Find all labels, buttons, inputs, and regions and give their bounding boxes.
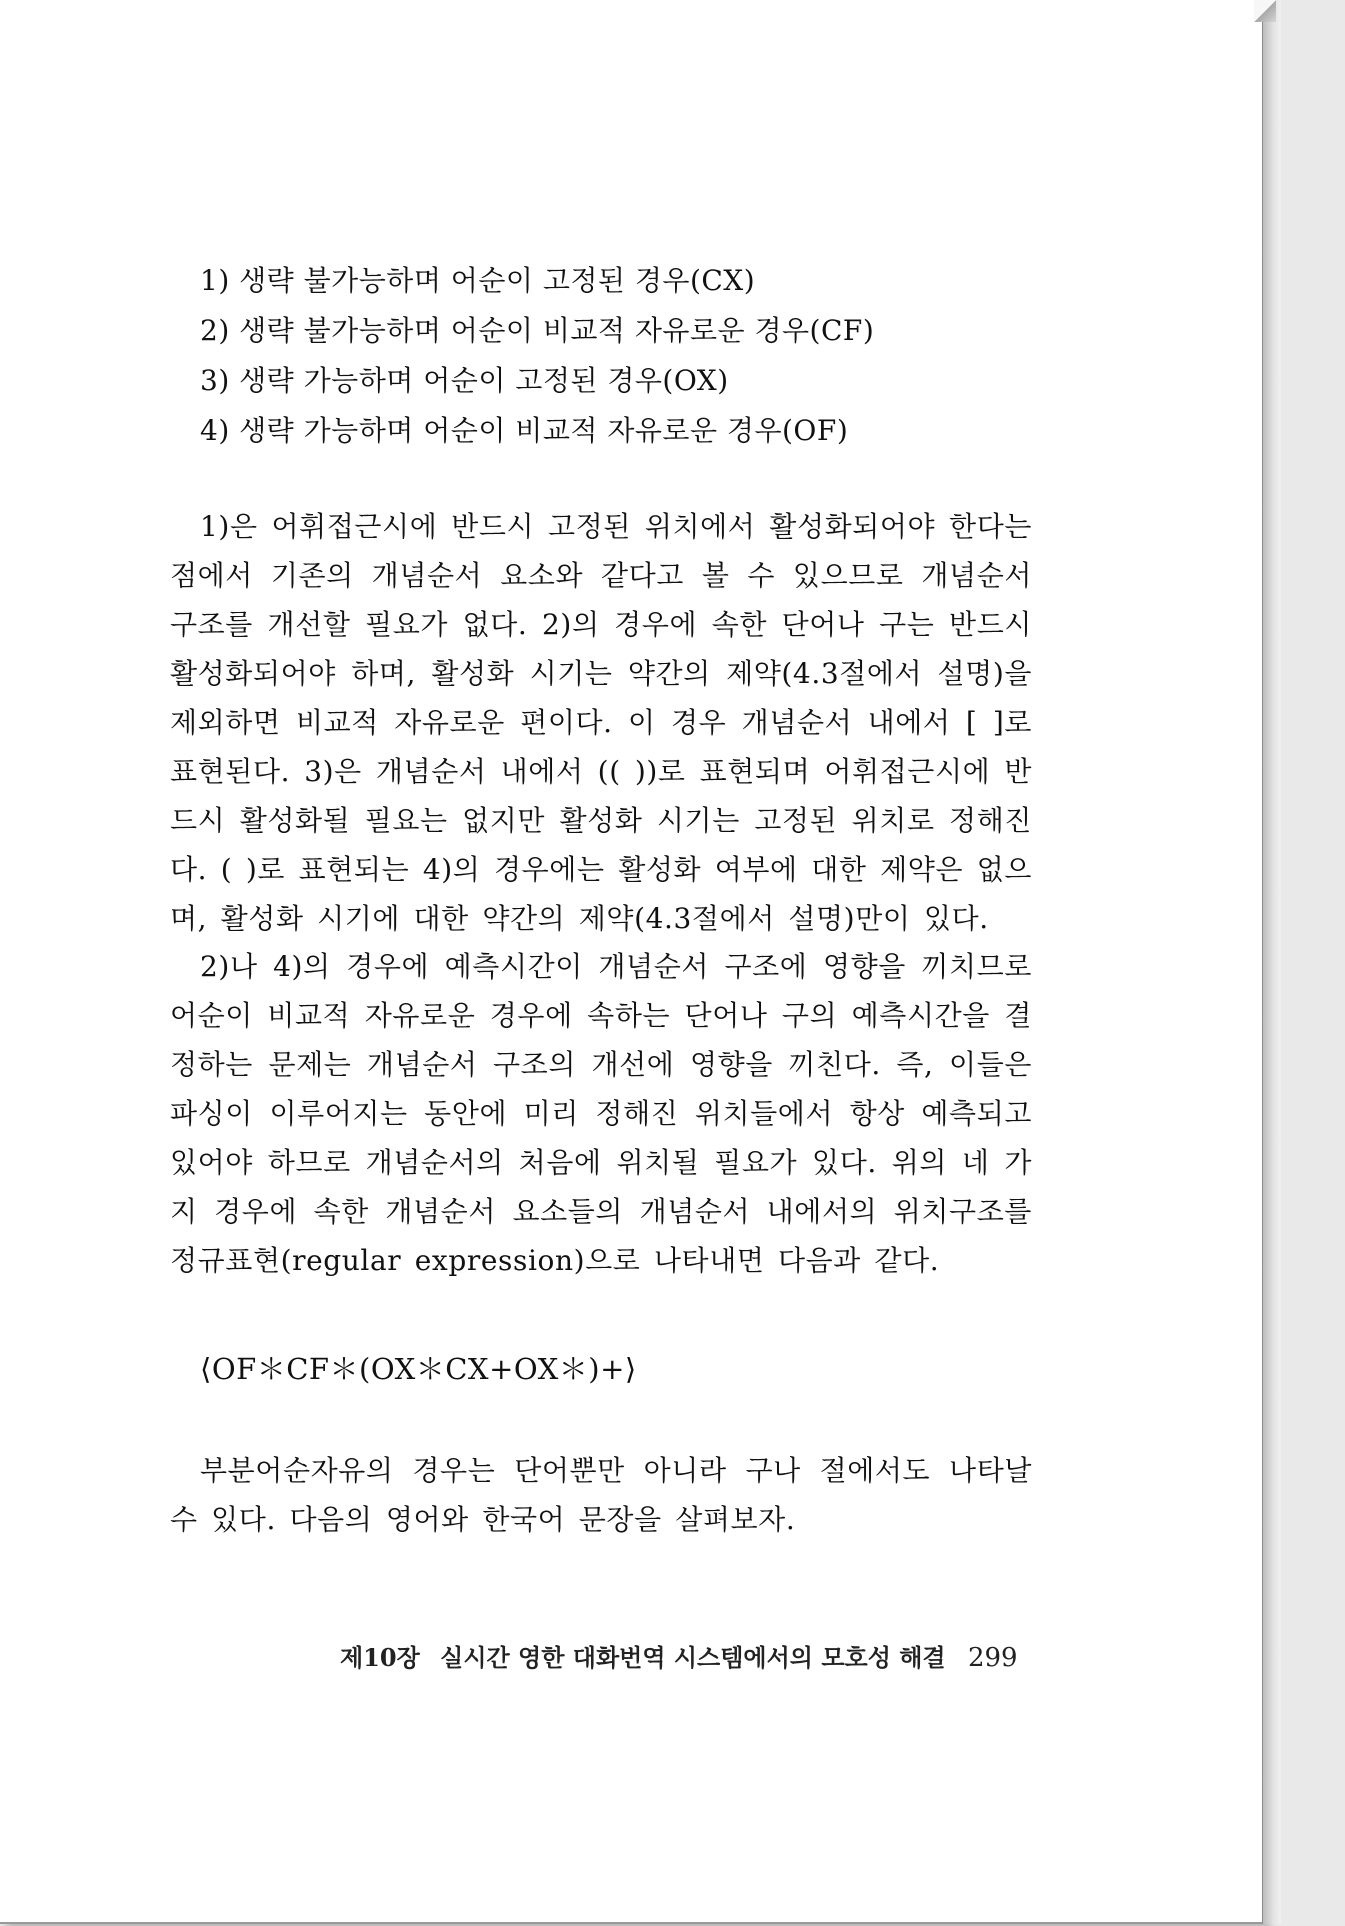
list-item: 1) 생략 불가능하며 어순이 고정된 경우(CX) [200, 264, 756, 297]
regular-expression-formula: ⟨OF＊CF＊(OX＊CX+OX＊)+⟩ [200, 1352, 637, 1386]
list-item: 3) 생략 가능하며 어순이 고정된 경우(OX) [200, 364, 729, 397]
paragraph: 2)나 4)의 경우에 예측시간이 개념순서 구조에 영향을 끼치므로 어순이 비교적 자유로운 경우에 속하는 단어나 구의 예측시간을 결정하는 문제는 개념순서 구조의 개선에 영향을 끼친다. 즉, 이들은 파싱이 이루어지는 동안에 미리 정해진 위치들에서 항상 예측되고 있어야 하므로 개념순서의 처음에 위치될 필요가 있다. 위의 네 가지 경우에 속한 개념순서 요소들의 개념순서 내에서의 위치구조를 정규표현(regular expression)으로 나타내면 다음과 같다. [170, 950, 1032, 1277]
paragraph: 부분어순자유의 경우는 단어뿐만 아니라 구나 절에서도 나타날 수 있다. 다음의 영어와 한국어 문장을 살펴보자. [170, 1454, 1032, 1536]
page-corner-fold [1254, 0, 1276, 22]
case-list [200, 256, 1100, 456]
page-footer [340, 1633, 1018, 1683]
list-item: 4) 생략 가능하며 어순이 비교적 자유로운 경우(OF) [200, 414, 849, 447]
paragraph-2-block [170, 942, 1032, 1285]
list-item: 2) 생략 불가능하며 어순이 비교적 자유로운 경우(CF) [200, 314, 875, 347]
page-edge [1262, 0, 1281, 1924]
paragraph-3-block [170, 1446, 1032, 1544]
footer-title: 실시간 영한 대화번역 시스템에서의 모호성 해결 [440, 1643, 946, 1672]
footer-chapter: 제10장 [340, 1643, 420, 1672]
paragraph-1-block [170, 502, 1032, 943]
paragraph: 1)은 어휘접근시에 반드시 고정된 위치에서 활성화되어야 한다는 점에서 기존의 개념순서 요소와 같다고 볼 수 있으므로 개념순서 구조를 개선할 필요가 없다. 2)의 경우에 속한 단어나 구는 반드시 활성화되어야 하며, 활성화 시기는 약간의 제약(4.3절에서 설명)을 제외하면 비교적 자유로운 편이다. 이 경우 개념순서 내에서 [ ]로 표현된다. 3)은 개념순서 내에서 (( ))로 표현되며 어휘접근시에 반드시 활성화될 필요는 없지만 활성화 시기는 고정된 위치로 정해진다. ( )로 표현되는 4)의 경우에는 활성화 여부에 대한 제약은 없으며, 활성화 시기에 대한 약간의 제약(4.3절에서 설명)만이 있다. [170, 510, 1032, 935]
page-number: 299 [967, 1643, 1018, 1673]
